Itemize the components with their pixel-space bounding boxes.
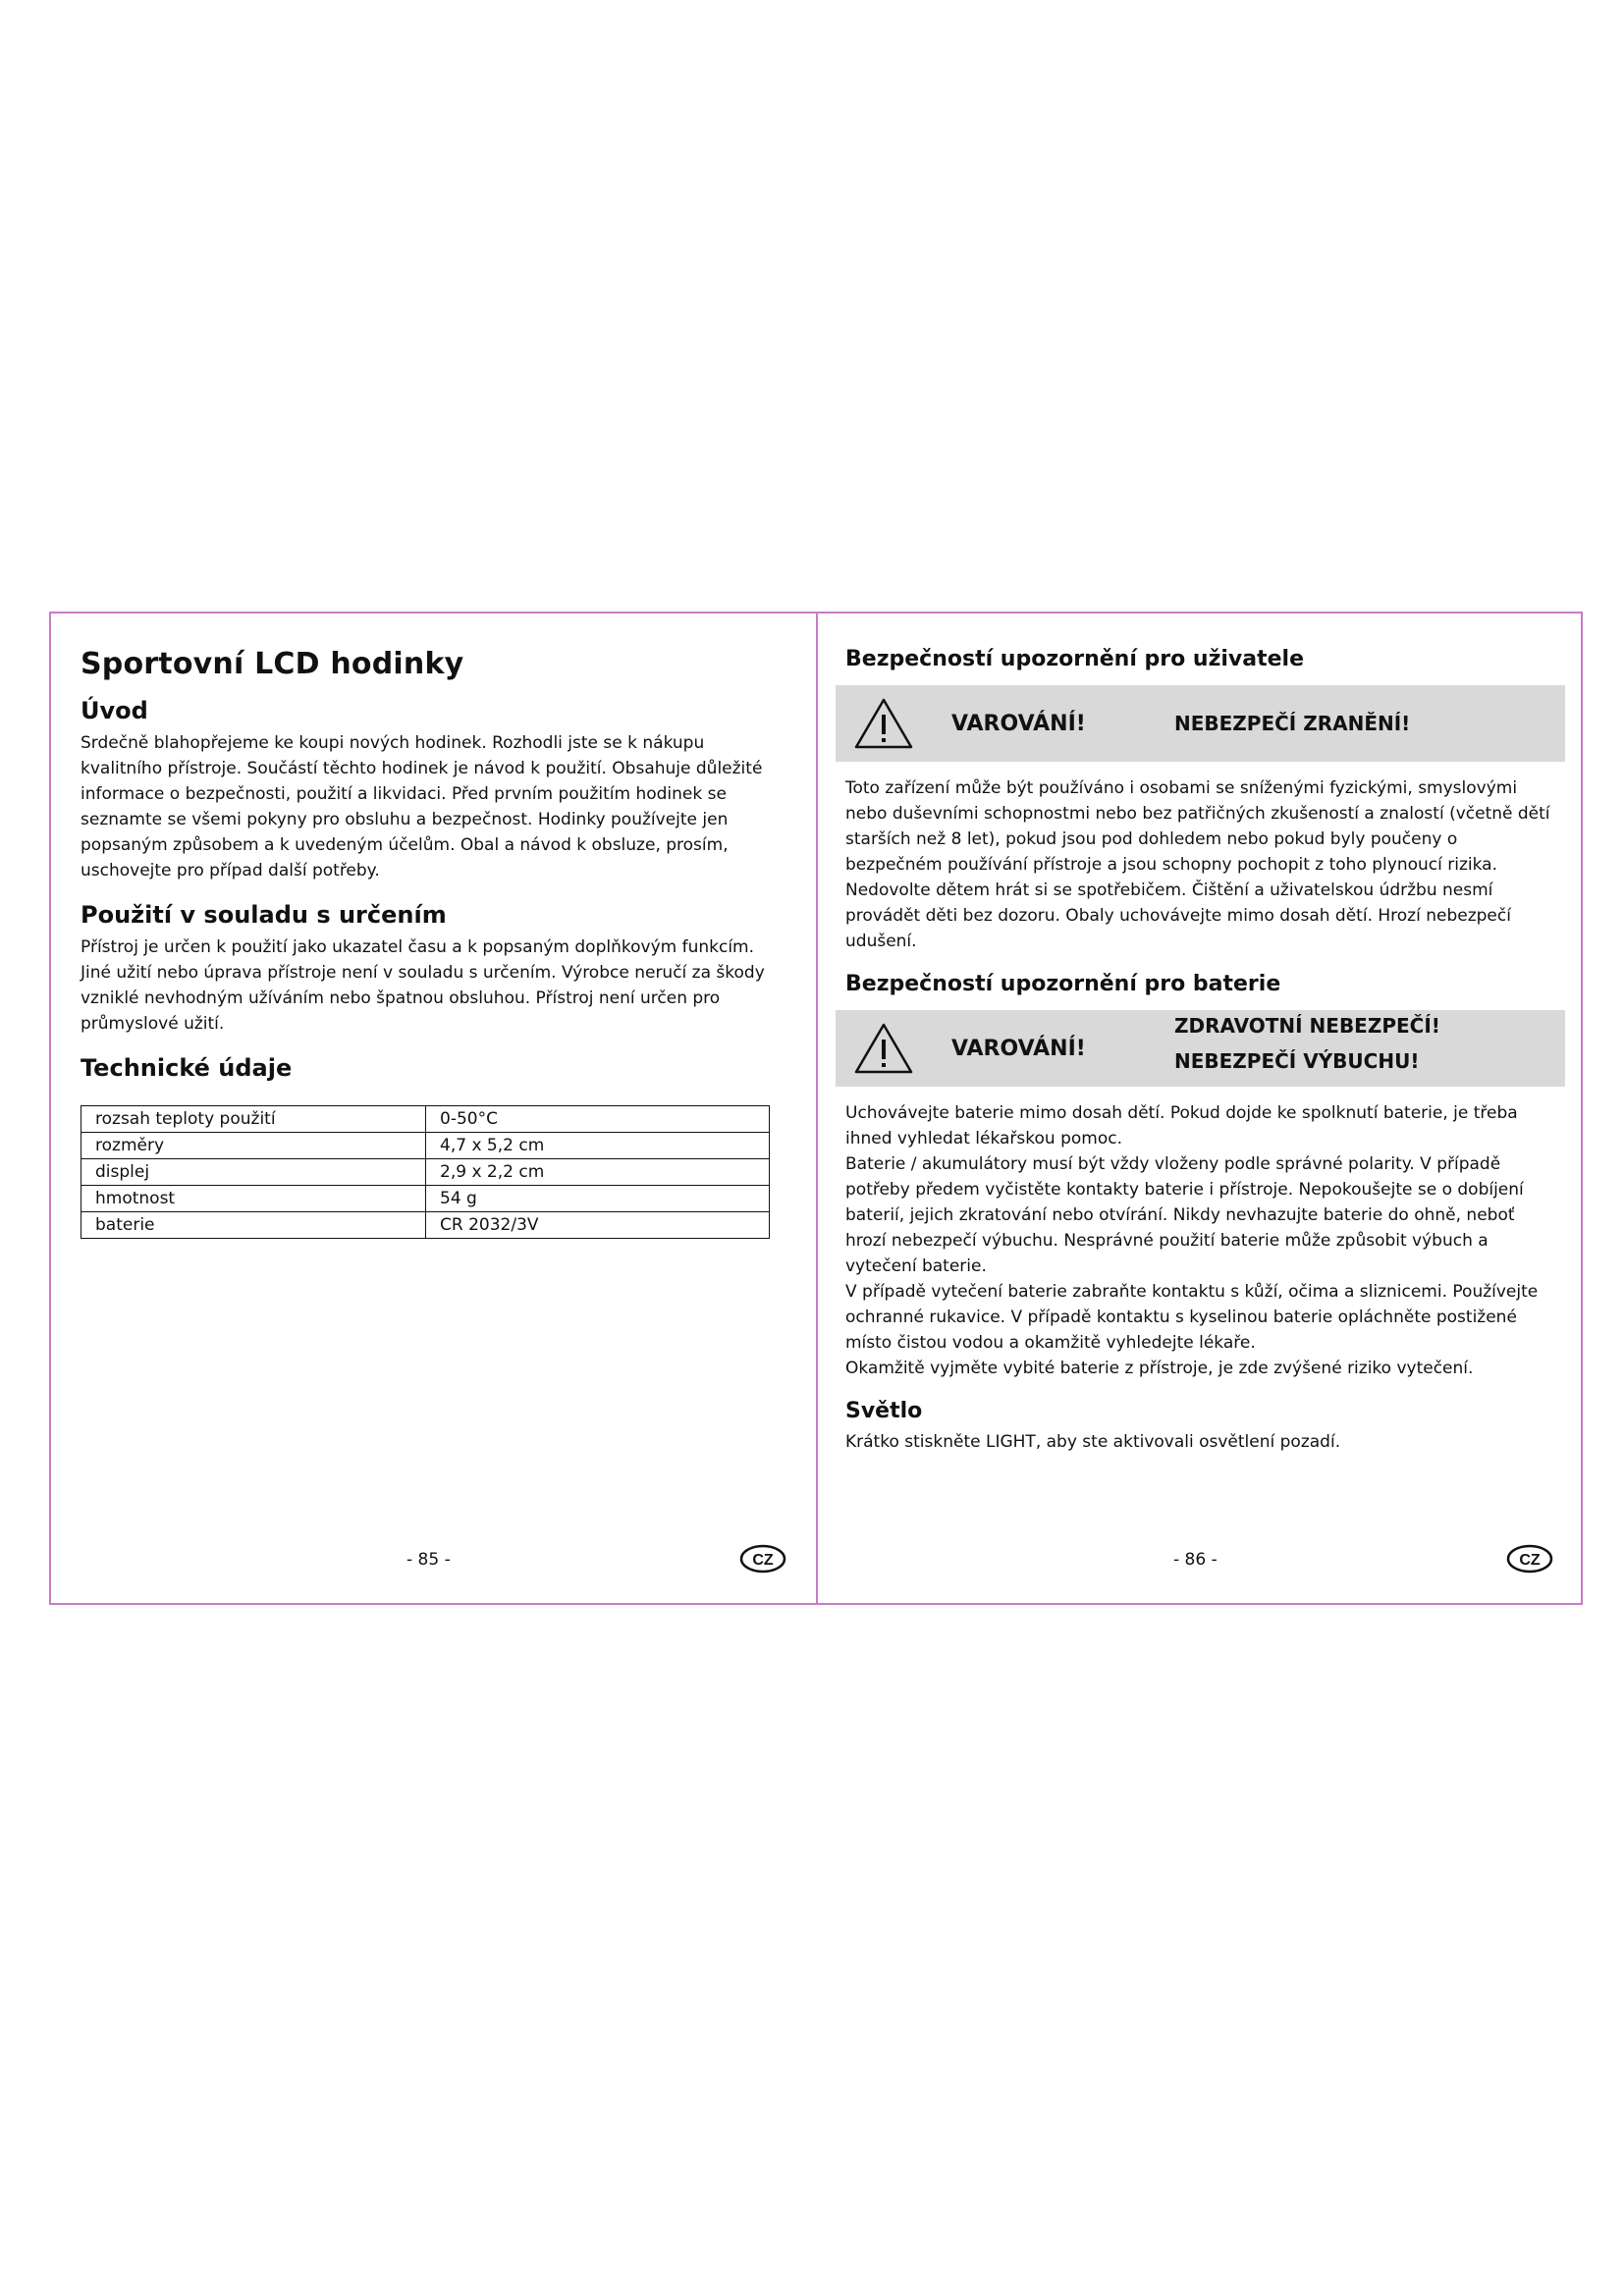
- page-title: Sportovní LCD hodinky: [81, 647, 464, 681]
- table-row: [81, 1106, 770, 1133]
- page-footer: [51, 1542, 816, 1581]
- hazard-label: NEBEZPEČÍ VÝBUCHU!: [1174, 1049, 1420, 1073]
- page-number: - 86 -: [1173, 1550, 1218, 1570]
- tech-section: [81, 1054, 786, 1239]
- paragraph: Baterie / akumulátory musí být vždy vloženy podle správné polarity. V případě potřeby předem vyčistěte kontakty baterie i přístroje. Nepokoušejte se o dobíjení baterií, jejich zkratování nebo otvírání. Nikdy nevhazujte baterie do ohně, neboť hrozí nebezpečí výbuchu. Nesprávné použití baterie může způsobit výbuch a vytečení baterie.: [845, 1154, 1524, 1276]
- table-row: [81, 1133, 770, 1159]
- table-cell: rozsah teploty použití: [81, 1106, 426, 1133]
- table-cell: CR 2032/3V: [426, 1212, 770, 1239]
- text-span: , aby ste aktivovali osvětlení pozadí.: [1035, 1432, 1341, 1452]
- table-cell: hmotnost: [81, 1186, 426, 1212]
- table-row: [81, 1212, 770, 1239]
- cz-badge-icon: [1506, 1544, 1553, 1574]
- paragraph: Okamžitě vyjměte vybité baterie z přístroje, je zde zvýšené riziko vytečení.: [845, 1359, 1474, 1378]
- left-page: [51, 614, 816, 1603]
- section-text: Srdečně blahopřejeme ke koupi nových hodinek. Rozhodli jste se k nákupu kvalitního přístroje. Součástí těchto hodinek je návod k použití. Obsahuje důležité informace o bezpečnosti, použití a likvidaci. Před prvním použitím hodinek se seznamte se všemi pokyny pro obsluhu a bezpečnost. Hodinky používejte jen popsaným způsobem a k uvedeným účelům. Obal a návod k obsluze, prosím, uschovejte pro případ další potřeby.: [81, 733, 763, 881]
- cz-badge-icon: [739, 1544, 786, 1574]
- section-heading: Světlo: [845, 1399, 923, 1423]
- table-row: [81, 1186, 770, 1212]
- table-row: [81, 1159, 770, 1186]
- table-cell: 54 g: [426, 1186, 770, 1212]
- table-cell: 2,9 x 2,2 cm: [426, 1159, 770, 1186]
- light-text: [845, 1429, 1555, 1455]
- table-cell: 4,7 x 5,2 cm: [426, 1133, 770, 1159]
- page-number: - 85 -: [406, 1550, 451, 1570]
- hazard-label: ZDRAVOTNÍ NEBEZPEČÍ!: [1174, 1014, 1440, 1038]
- tech-table: [81, 1105, 770, 1239]
- warning-label: VAROVÁNÍ!: [951, 711, 1086, 736]
- warning-box-injury: [836, 685, 1565, 762]
- hazard-label: NEBEZPEČÍ ZRANĚNÍ!: [1174, 712, 1411, 735]
- intended-use-section: [81, 901, 786, 1037]
- table-cell: baterie: [81, 1212, 426, 1239]
- warning-label: VAROVÁNÍ!: [951, 1036, 1086, 1061]
- warning-triangle-icon: [853, 1022, 914, 1075]
- section-heading: Bezpečností upozornění pro uživatele: [845, 647, 1304, 671]
- table-cell: rozměry: [81, 1133, 426, 1159]
- light-key: LIGHT: [985, 1432, 1036, 1452]
- right-page: [818, 614, 1583, 1603]
- paragraph: Uchovávejte baterie mimo dosah dětí. Pokud dojde ke spolknutí baterie, je třeba ihned vyhledat lékařskou pomoc.: [845, 1103, 1518, 1148]
- section-text: Přístroj je určen k použití jako ukazatel času a k popsaným doplňkovým funkcím. Jiné užití nebo úprava přístroje není v souladu s určením. Výrobce neručí za škody vzniklé nevhodným užíváním nebo špatnou obsluhou. Přístroj není určen pro průmyslové užití.: [81, 937, 765, 1034]
- page-footer: [818, 1542, 1583, 1581]
- section-heading: Technické údaje: [81, 1054, 293, 1082]
- text-span: Krátko stiskněte: [845, 1432, 986, 1452]
- section-text: Toto zařízení může být používáno i osobami se sníženými fyzickými, smyslovými nebo duševními schopnostmi nebo bez patřičných zkušeností a znalostí (včetně dětí starších než 8 let), pokud jsou pod dohledem nebo pokud byly poučeny o bezpečném používání přístroje a jsou schopny pochopit z toho plynoucí rizika. Nedovolte dětem hrát si se spotřebičem. Čištění a uživatelskou údržbu nesmí provádět děti bez dozoru. Obaly uchovávejte mimo dosah dětí. Hrozí nebezpečí udušení.: [845, 778, 1550, 951]
- section-heading: Bezpečností upozornění pro baterie: [845, 972, 1281, 996]
- paragraph: V případě vytečení baterie zabraňte kontaktu s kůží, očima a sliznicemi. Používejte ochranné rukavice. V případě kontaktu s kyselinou baterie opláchněte postižené místo čistou vodou a okamžitě vyhledejte lékaře.: [845, 1282, 1539, 1353]
- intro-section: [81, 697, 786, 883]
- table-cell: 0-50°C: [426, 1106, 770, 1133]
- manual-spread: [49, 612, 1583, 1605]
- badge-label: CZ: [1519, 1552, 1541, 1569]
- battery-text: [845, 1100, 1555, 1381]
- warning-triangle-icon: [853, 697, 914, 750]
- section-heading: Použití v souladu s určením: [81, 901, 447, 929]
- badge-label: CZ: [752, 1552, 774, 1569]
- section-heading: Úvod: [81, 697, 148, 724]
- table-cell: displej: [81, 1159, 426, 1186]
- warning-box-battery: [836, 1010, 1565, 1087]
